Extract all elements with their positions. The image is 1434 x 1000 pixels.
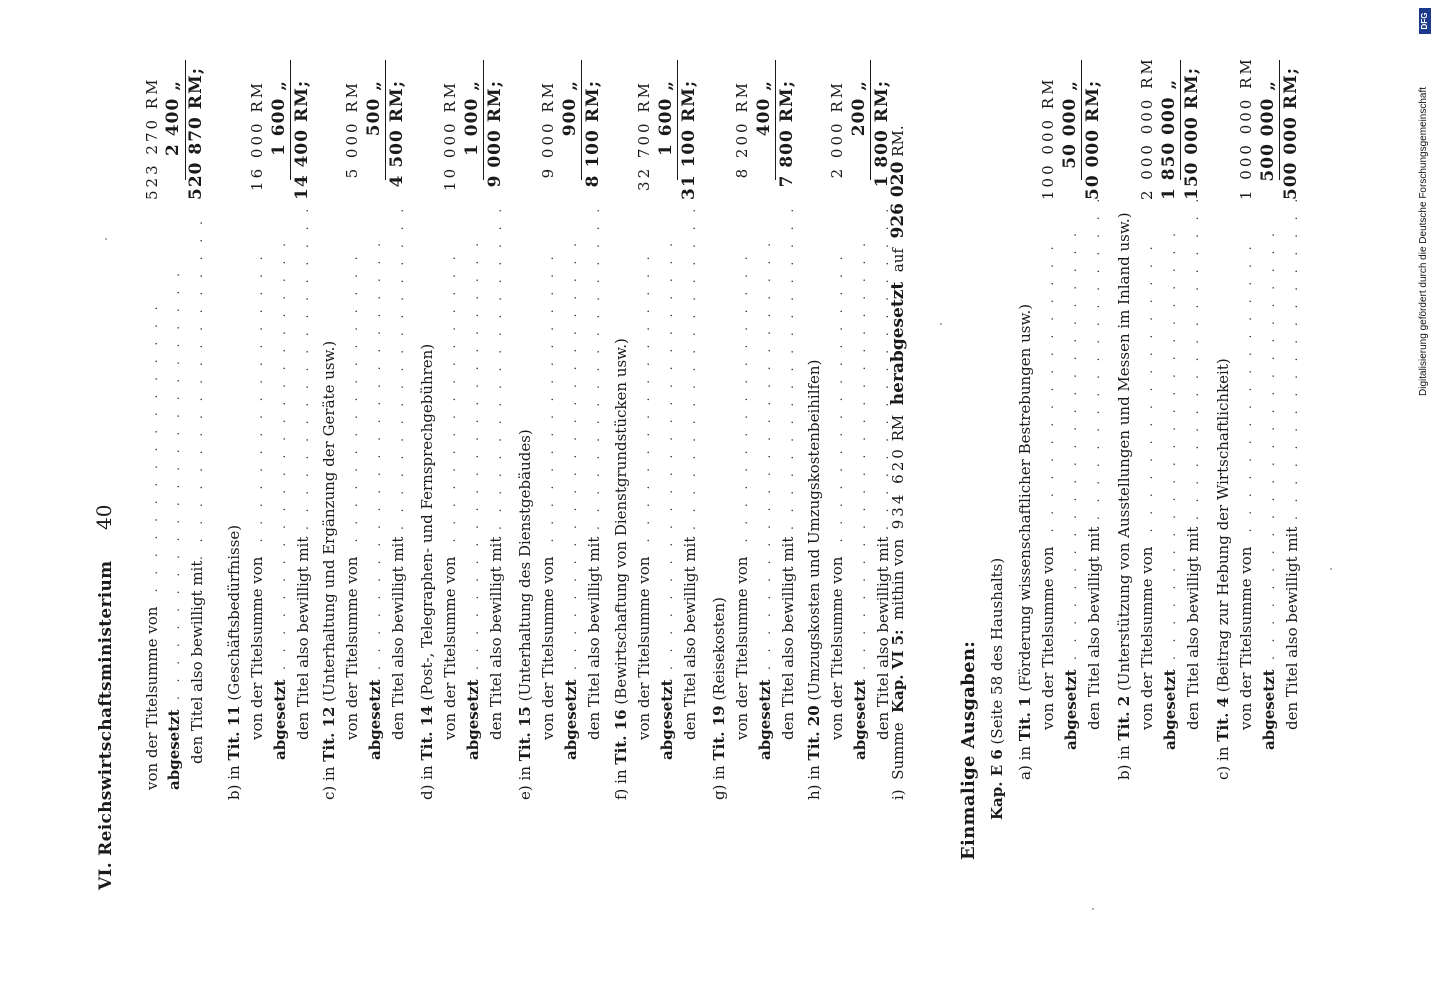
dot-leader: . . . . . . . . . . . . . . . . . .: [444, 251, 458, 560]
ab-value: 1 850 000: [1159, 96, 1179, 200]
abgesetzt-label: abgesetzt: [562, 679, 580, 760]
von-amount: [539, 80, 557, 200]
item-pre: in: [1214, 746, 1232, 761]
item-title: [1214, 358, 1232, 780]
ditto: „: [849, 80, 869, 91]
ditto: „: [1060, 80, 1080, 91]
abgesetzt-amount: [656, 80, 676, 200]
item-title: [516, 429, 534, 800]
von-value: 8 200: [733, 120, 751, 179]
summary-line: i) Summe Kap. VI 5: mithin von 934 620 RM herabgesetzt auf 926 020 RM.: [888, 125, 908, 800]
von-amount: [1237, 56, 1255, 200]
von-value: 100 000: [1039, 116, 1057, 200]
abgesetzt-amount: [849, 80, 869, 200]
abgesetzt-amount: [269, 80, 289, 200]
abgesetzt-label: abgesetzt: [756, 679, 774, 760]
dot-leader: . . . . . . . . . . . . . . . . . .: [146, 301, 160, 610]
bewilligt-amount: 8 100 RM;: [583, 80, 603, 188]
dot-leader: . . . . . . . . . . . . . . . . . . .: [1088, 193, 1102, 520]
scan-speck: [105, 238, 107, 240]
bewilligt-label: den Titel also bewilligt mit: [389, 536, 407, 740]
abgesetzt-label: abgesetzt: [851, 679, 869, 760]
von-value: 1 000 000: [1237, 96, 1255, 200]
dot-leader: . . . . . . . . . . . . . . . . . .: [736, 251, 750, 560]
sum-rule: [870, 60, 871, 180]
item-desc: (Geschäftsbedürfnisse): [225, 524, 243, 701]
dot-leader: . . . . . . . . . . . . . . . . . .: [251, 251, 265, 560]
currency: RM: [292, 87, 312, 123]
item-title: [418, 344, 436, 800]
von-label: von der Titelsumme von: [1039, 546, 1057, 730]
dot-leader: . . . . . . . . . . . . . . . . . .: [346, 251, 360, 560]
sum-rule: [1180, 60, 1181, 180]
bewilligt-amount: 4 500 RM;: [387, 80, 407, 188]
digitization-credit: Digitalisierung gefördert durch die Deutsche Forschungsgemeinschaft: [1418, 86, 1429, 396]
von-amount: [635, 80, 653, 200]
sum-rule: [775, 60, 776, 180]
ab-value: 50 000: [1060, 97, 1080, 169]
currency: RM: [828, 80, 846, 113]
dot-leader: . . . . . . . . . . . . . . . . . . .: [490, 203, 504, 530]
bewilligt-amount: 7 800 RM;: [777, 80, 797, 188]
bewilligt-amount: 150 000 RM;: [1182, 66, 1202, 200]
item-pre: in: [710, 765, 728, 780]
bewilligt-label: den Titel also bewilligt mit: [1085, 526, 1103, 730]
item-tit: Tit. 15: [516, 706, 534, 762]
dot-leader: . . . . . . . . . . . . . . . . . .: [1240, 241, 1254, 550]
item-letter: a): [1016, 765, 1034, 780]
dot-leader: . . . . . . . . . . . . . . . . . . . . . . . . .: [1065, 228, 1079, 660]
dot-leader: . . . . . . . . . . . . . . . . . . .: [782, 203, 796, 530]
item-letter: g): [710, 784, 728, 800]
ditto: „: [364, 80, 384, 91]
dot-leader: . . . . . . . . . . . . . . . . . .: [542, 251, 556, 560]
mit-value: 7 800: [777, 129, 797, 188]
item-tit: Tit. 2: [1115, 695, 1133, 741]
abgesetzt-amount: [1258, 80, 1278, 200]
item-desc: (Unterhaltung des Dienstgebäudes): [516, 429, 534, 702]
bewilligt-label: den Titel also bewilligt mit: [874, 536, 892, 740]
bewilligt-label: den Titel also bewilligt mit: [585, 536, 603, 740]
ditto: „: [1159, 78, 1179, 90]
dot-leader: . . . . . . . . . . . . . . . . . . . . . . . . .: [369, 238, 383, 670]
currency: RM: [1138, 56, 1156, 89]
currency: RM: [343, 80, 361, 113]
item-title: [320, 341, 338, 800]
dot-leader: . . . . . . . . . . . . . . . . . . .: [877, 203, 891, 530]
page-number: 40: [92, 504, 116, 530]
von-label: von der Titelsumme von: [733, 556, 751, 740]
von-label: von der Titelsumme von: [828, 556, 846, 740]
abgesetzt-label: abgesetzt: [1260, 669, 1278, 750]
dfg-logo: DFG: [1419, 8, 1431, 34]
bewilligt-label: den Titel also bewilligt mit: [294, 536, 312, 740]
ditto: „: [269, 80, 289, 91]
bewilligt-amount: 500 000 RM;: [1281, 66, 1301, 200]
mit-value: 31 100: [679, 128, 699, 200]
item-tit: Tit. 16: [612, 709, 630, 765]
dot-leader: . . . . . . . . . . . . . . . . . . .: [392, 203, 406, 530]
currency: RM: [539, 80, 557, 113]
item-letter: f): [612, 788, 630, 800]
currency: RM: [872, 87, 892, 123]
item-desc: (Post-, Telegraphen- und Fernsprechgebühren): [418, 343, 436, 701]
top-von-amount: 523 270 RM: [143, 76, 161, 200]
currency: RM: [387, 87, 407, 123]
item-pre: in: [805, 765, 823, 780]
von-label: von der Titelsumme von: [441, 556, 459, 740]
abgesetzt-amount: [462, 80, 482, 200]
dot-leader: . . . . . . . . . . . . . . . . . . .: [684, 203, 698, 530]
item-title: [1016, 304, 1034, 780]
sum-rule: [385, 60, 386, 180]
mit-value: 9 000: [485, 129, 505, 188]
item-desc: (Reisekosten): [710, 596, 728, 701]
currency: RM: [679, 87, 699, 123]
mit-value: 1 800: [872, 129, 892, 188]
item-title: [225, 525, 243, 800]
item-tit: Tit. 1: [1016, 696, 1034, 742]
item-tit: Tit. 20: [805, 705, 823, 761]
von-value: 10 000: [441, 120, 459, 191]
dot-leader: . . . . . . . . . . . . . . . . . . . . . . . . .: [1164, 228, 1178, 660]
ab-value: 1 600: [656, 97, 676, 156]
abgesetzt-label: abgesetzt: [366, 679, 384, 760]
currency: RM: [441, 80, 459, 113]
bewilligt-amount: 31 100 RM;: [679, 79, 699, 200]
scan-speck: [1092, 908, 1094, 910]
von-value: 2 000 000: [1138, 96, 1156, 200]
ab-value: 500: [364, 97, 384, 137]
dot-leader: . . . . . . . . . . . . . . . . . . .: [297, 203, 311, 530]
abgesetzt-amount: [1060, 80, 1080, 200]
ditto: „: [462, 80, 482, 91]
item-letter: c): [320, 785, 338, 800]
mit-value: 500 000: [1281, 116, 1301, 200]
sum-rule: [290, 60, 291, 180]
scan-speck: [940, 323, 942, 325]
page-header: VI. Reichswirtschaftsministerium: [96, 560, 116, 890]
top-abgesetzt-label: abgesetzt: [165, 709, 183, 790]
abgesetzt-amount: [560, 80, 580, 200]
von-value: 16 000: [248, 120, 266, 191]
mit-value: 50 000: [1083, 128, 1103, 200]
top-von-label: von der Titelsumme von: [143, 606, 161, 790]
dot-leader: . . . . . . . . . . . . . . . . . . . . . . . . .: [1263, 228, 1277, 660]
von-label: von der Titelsumme von: [539, 556, 557, 740]
item-pre: in: [1115, 745, 1133, 760]
item-letter: h): [805, 784, 823, 800]
bewilligt-label: den Titel also bewilligt mit: [681, 536, 699, 740]
abgesetzt-label: abgesetzt: [1161, 669, 1179, 750]
von-amount: [828, 80, 846, 200]
von-value: 9 000: [539, 120, 557, 179]
item-tit: Tit. 14: [418, 705, 436, 761]
von-value: 5 000: [343, 120, 361, 179]
item-desc: (Unterstützung von Ausstellungen und Messen im Inland usw.): [1115, 212, 1133, 692]
item-pre: in: [516, 766, 534, 781]
currency: RM: [1237, 56, 1255, 89]
currency: RM: [1083, 87, 1103, 123]
sum-rule: [581, 60, 582, 180]
von-amount: [248, 80, 266, 200]
ab-value: 500 000: [1258, 97, 1278, 182]
top-abgesetzt-amount: 2 400 „: [163, 80, 183, 156]
dot-leader: . . . . . . . . . . . . . . . . . .: [831, 251, 845, 560]
von-label: von der Titelsumme von: [1138, 546, 1156, 730]
abgesetzt-label: abgesetzt: [271, 679, 289, 760]
dot-leader: . . . . . . . . . . . . . . . . . . . . . . . . .: [274, 238, 288, 670]
dot-leader: . . . . . . . . . . . . . . . . . . . .: [191, 216, 205, 560]
dot-leader: . . . . . . . . . . . . . . . . . . . . . . . . .: [759, 238, 773, 670]
item-pre: in: [612, 769, 630, 784]
top-bewilligt-amount: 520 870 RM;: [186, 66, 206, 200]
bewilligt-amount: 14 400 RM;: [292, 79, 312, 200]
bewilligt-amount: 1 800 RM;: [872, 80, 892, 188]
dot-leader: . . . . . . . . . . . . . . . . . . .: [1286, 193, 1300, 520]
sum-rule: [1081, 60, 1082, 180]
ab-value: 1 000: [462, 97, 482, 156]
abgesetzt-amount: [364, 80, 384, 200]
abgesetzt-label: abgesetzt: [658, 679, 676, 760]
currency: RM: [583, 87, 603, 123]
von-label: von der Titelsumme von: [635, 556, 653, 740]
bewilligt-label: den Titel also bewilligt mit: [487, 536, 505, 740]
dot-leader: . . . . . . . . . . . . . . . . . . . . . . . . .: [661, 238, 675, 670]
von-amount: [1138, 56, 1156, 200]
item-pre: in: [1016, 745, 1034, 761]
item-desc: (Förderung wissenschaftlicher Bestrebungen usw.): [1016, 303, 1034, 692]
dot-leader: . . . . . . . . . . . . . . . . . . . . . . . . .: [467, 238, 481, 670]
ditto: „: [560, 80, 580, 91]
sum-rule: [677, 60, 678, 180]
dot-leader: . . . . . . . . . . . . . . . . . . .: [1187, 193, 1201, 520]
item-pre: in: [320, 766, 338, 781]
von-amount: [1039, 76, 1057, 200]
item-desc: (Bewirtschaftung von Dienstgrundstücken usw.): [612, 338, 630, 705]
item-title: [710, 597, 728, 800]
item-desc: (Unterhaltung und Ergänzung der Geräte usw.): [320, 340, 338, 702]
top-bewilligt-label: den Titel also bewilligt mit: [188, 560, 206, 764]
item-tit: Tit. 12: [320, 706, 338, 762]
dot-leader: . . . . . . . . . . . . . . . . . . . . . . . . .: [854, 238, 868, 670]
item-letter: b): [225, 784, 243, 800]
bewilligt-label: den Titel also bewilligt mit: [1283, 526, 1301, 730]
ditto: „: [754, 80, 774, 91]
mit-value: 8 100: [583, 129, 603, 188]
mit-value: 150 000: [1182, 116, 1202, 200]
mit-value: 14 400: [292, 128, 312, 200]
item-tit: Tit. 19: [710, 705, 728, 761]
item-tit: Tit. 4: [1214, 697, 1232, 742]
currency: RM: [635, 80, 653, 113]
von-amount: [441, 80, 459, 200]
von-value: 2 000: [828, 120, 846, 179]
scan-speck: [1330, 568, 1332, 570]
currency: RM: [1039, 76, 1057, 110]
bewilligt-amount: 50 000 RM;: [1083, 79, 1103, 200]
item-title: [1115, 212, 1133, 780]
currency: RM: [485, 87, 505, 123]
item-letter: b): [1115, 764, 1133, 780]
bewilligt-label: den Titel also bewilligt mit: [1184, 526, 1202, 730]
currency: RM: [733, 80, 751, 113]
von-amount: [343, 80, 361, 200]
item-desc: (Beitrag zur Hebung der Wirtschaftlichkeit): [1214, 358, 1232, 693]
abgesetzt-amount: [754, 80, 774, 200]
item-desc: (Umzugskosten und Umzugskostenbeihilfen): [805, 359, 823, 701]
item-tit: Tit. 11: [225, 705, 243, 761]
item-title: [805, 360, 823, 800]
mit-value: 4 500: [387, 129, 407, 188]
von-label: von der Titelsumme von: [1237, 546, 1255, 730]
currency: RM: [777, 87, 797, 123]
item-pre: in: [418, 765, 436, 780]
currency: RM: [248, 80, 266, 113]
item-letter: c): [1214, 765, 1232, 780]
dot-leader: . . . . . . . . . . . . . . . . . .: [1141, 241, 1155, 550]
von-label: von der Titelsumme von: [248, 556, 266, 740]
dot-leader: . . . . . . . . . . . . . . . . . . .: [588, 203, 602, 530]
sum-rule: [1279, 60, 1280, 180]
ab-value: 1 600: [269, 97, 289, 156]
ab-value: 400: [754, 97, 774, 137]
dot-leader: . . . . . . . . . . . . . . . . . . . . . . . . .: [565, 238, 579, 670]
ditto: „: [656, 80, 676, 91]
dot-leader: . . . . . . . . . . . . . . . . . .: [638, 251, 652, 560]
item-letter: e): [516, 785, 534, 800]
item-pre: in: [225, 765, 243, 780]
ab-value: 900: [560, 97, 580, 137]
item-letter: d): [418, 784, 436, 800]
bewilligt-amount: 9 000 RM;: [485, 80, 505, 188]
abgesetzt-amount: [1159, 80, 1179, 200]
abgesetzt-label: abgesetzt: [464, 679, 482, 760]
bewilligt-label: den Titel also bewilligt mit: [779, 536, 797, 740]
currency: RM: [1281, 74, 1301, 110]
ab-value: 200: [849, 97, 869, 137]
von-value: 32 700: [635, 120, 653, 191]
section-heading: Einmalige Ausgaben:: [958, 640, 979, 860]
ditto: „: [1258, 80, 1278, 91]
dot-leader: . . . . . . . . . . . . . . . . . .: [1042, 241, 1056, 550]
dot-leader: . . . . . . . . . . . . . . . . . . . . . . . . .: [168, 268, 182, 700]
currency: RM: [1182, 74, 1202, 110]
kap-line: Kap. E 6 (Seite 58 des Haushalts): [988, 557, 1006, 820]
sum-rule: [483, 60, 484, 180]
von-label: von der Titelsumme von: [343, 556, 361, 740]
abgesetzt-label: abgesetzt: [1062, 669, 1080, 750]
item-title: [612, 338, 630, 800]
von-amount: [733, 80, 751, 200]
